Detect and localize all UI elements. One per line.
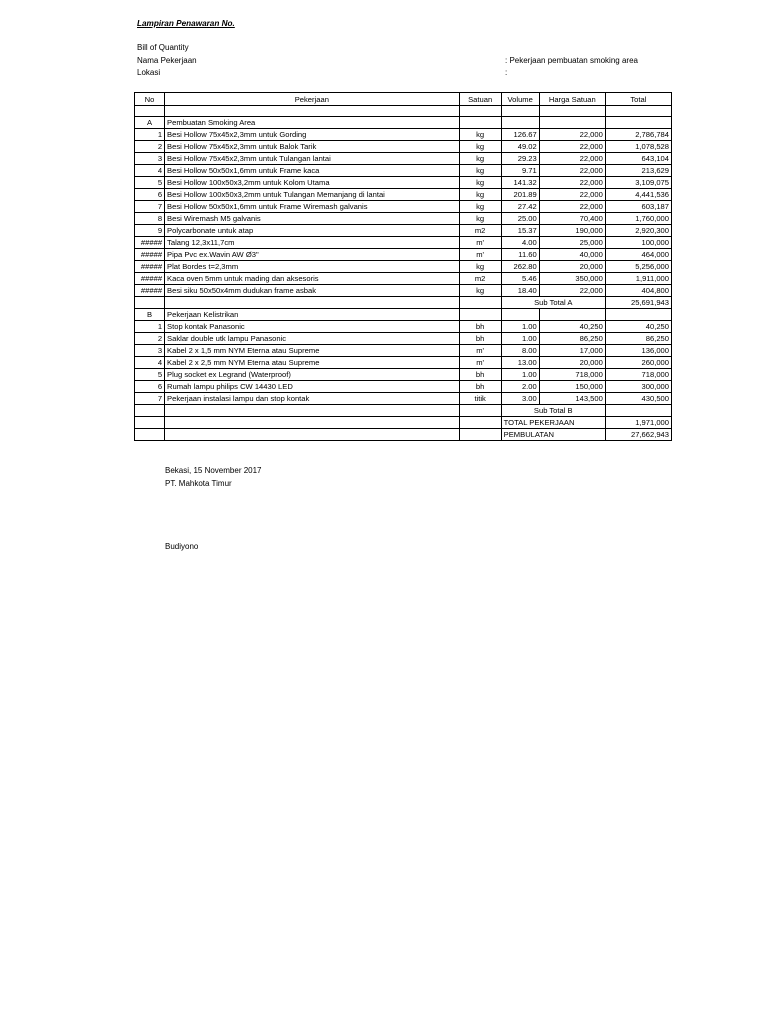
item-unit-price: 350,000 bbox=[539, 273, 605, 285]
item-total: 300,000 bbox=[605, 381, 671, 393]
item-unit-price: 17,000 bbox=[539, 345, 605, 357]
col-header-satuan: Satuan bbox=[459, 93, 501, 106]
item-description: Talang 12,3x11,7cm bbox=[165, 237, 460, 249]
table-row bbox=[135, 345, 672, 357]
item-total: 643,104 bbox=[605, 153, 671, 165]
item-unit: kg bbox=[459, 189, 501, 201]
table-row bbox=[135, 333, 672, 345]
table-row bbox=[135, 189, 672, 201]
bill-of-quantity-label: Bill of Quantity bbox=[137, 43, 189, 52]
item-unit: m' bbox=[459, 237, 501, 249]
item-no: ##### bbox=[135, 285, 165, 297]
item-volume: 29.23 bbox=[501, 153, 539, 165]
item-volume: 18.40 bbox=[501, 285, 539, 297]
section-title: Pekerjaan Kelistrikan bbox=[165, 309, 460, 321]
item-unit-price: 718,000 bbox=[539, 369, 605, 381]
item-unit: bh bbox=[459, 381, 501, 393]
item-no: 1 bbox=[135, 129, 165, 141]
item-description: Saklar double utk lampu Panasonic bbox=[165, 333, 460, 345]
item-total: 404,800 bbox=[605, 285, 671, 297]
item-unit: m' bbox=[459, 249, 501, 261]
section-b-row bbox=[135, 309, 672, 321]
item-total: 2,786,784 bbox=[605, 129, 671, 141]
item-volume: 4.00 bbox=[501, 237, 539, 249]
item-total: 2,920,300 bbox=[605, 225, 671, 237]
empty-cell bbox=[501, 309, 539, 321]
item-no: 5 bbox=[135, 369, 165, 381]
table-row bbox=[135, 177, 672, 189]
table-row bbox=[135, 273, 672, 285]
item-no: 3 bbox=[135, 153, 165, 165]
item-unit-price: 150,000 bbox=[539, 381, 605, 393]
item-no: 1 bbox=[135, 321, 165, 333]
item-volume: 126.67 bbox=[501, 129, 539, 141]
item-total: 260,000 bbox=[605, 357, 671, 369]
section-a-row bbox=[135, 117, 672, 129]
table-header-row bbox=[135, 93, 672, 106]
table-body bbox=[135, 106, 672, 441]
lokasi-label: Lokasi bbox=[137, 68, 161, 77]
item-total: 5,256,000 bbox=[605, 261, 671, 273]
item-no: 6 bbox=[135, 189, 165, 201]
item-volume: 262.80 bbox=[501, 261, 539, 273]
item-unit-price: 25,000 bbox=[539, 237, 605, 249]
item-unit-price: 22,000 bbox=[539, 141, 605, 153]
table-row bbox=[135, 321, 672, 333]
item-unit: kg bbox=[459, 261, 501, 273]
item-description: Pipa Pvc ex.Wavin AW Ø3" bbox=[165, 249, 460, 261]
table-row bbox=[135, 285, 672, 297]
section-title: Pembuatan Smoking Area bbox=[165, 117, 460, 129]
subtotal-a-row-value: 25,691,943 bbox=[605, 297, 671, 309]
subtotal-b-row-label: Sub Total B bbox=[501, 405, 605, 417]
table-row bbox=[135, 261, 672, 273]
empty-cell bbox=[135, 405, 165, 417]
item-unit-price: 22,000 bbox=[539, 201, 605, 213]
item-unit-price: 190,000 bbox=[539, 225, 605, 237]
empty-cell bbox=[135, 417, 165, 429]
item-unit: m' bbox=[459, 357, 501, 369]
table-row bbox=[135, 165, 672, 177]
item-description: Besi Hollow 100x50x3,2mm untuk Tulangan Memanjang di lantai bbox=[165, 189, 460, 201]
table-row bbox=[135, 369, 672, 381]
total-row-value: 1,971,000 bbox=[605, 417, 671, 429]
subtotal-a-row bbox=[135, 297, 672, 309]
signer-name: Budiyono bbox=[165, 542, 199, 551]
item-total: 1,760,000 bbox=[605, 213, 671, 225]
item-description: Besi Wiremash M5 galvanis bbox=[165, 213, 460, 225]
table-row bbox=[135, 393, 672, 405]
item-description: Besi Hollow 50x50x1,6mm untuk Frame Wiremash galvanis bbox=[165, 201, 460, 213]
empty-cell bbox=[459, 429, 501, 441]
item-no: ##### bbox=[135, 249, 165, 261]
item-volume: 141.32 bbox=[501, 177, 539, 189]
item-unit: titik bbox=[459, 393, 501, 405]
rounding-row-label: PEMBULATAN bbox=[501, 429, 605, 441]
total-row-label: TOTAL PEKERJAAN bbox=[501, 417, 605, 429]
item-description: Kaca oven 5mm untuk mading dan aksesoris bbox=[165, 273, 460, 285]
item-unit-price: 40,000 bbox=[539, 249, 605, 261]
item-total: 4,441,536 bbox=[605, 189, 671, 201]
item-volume: 9.71 bbox=[501, 165, 539, 177]
section-code: A bbox=[135, 117, 165, 129]
rounding-row bbox=[135, 429, 672, 441]
item-description: Pekerjaan instalasi lampu dan stop kontak bbox=[165, 393, 460, 405]
item-unit-price: 70,400 bbox=[539, 213, 605, 225]
item-no: 4 bbox=[135, 357, 165, 369]
subtotal-a-row-label: Sub Total A bbox=[501, 297, 605, 309]
company-name: PT. Mahkota Timur bbox=[165, 479, 232, 488]
col-header-no: No bbox=[135, 93, 165, 106]
item-total: 1,911,000 bbox=[605, 273, 671, 285]
bill-of-quantity-table bbox=[134, 92, 672, 441]
item-total: 86,250 bbox=[605, 333, 671, 345]
item-description: Plat Bordes t=2,3mm bbox=[165, 261, 460, 273]
item-volume: 2.00 bbox=[501, 381, 539, 393]
item-volume: 8.00 bbox=[501, 345, 539, 357]
nama-pekerjaan-label: Nama Pekerjaan bbox=[137, 56, 197, 65]
col-header-volume: Volume bbox=[501, 93, 539, 106]
item-no: 4 bbox=[135, 165, 165, 177]
item-description: Stop kontak Panasonic bbox=[165, 321, 460, 333]
item-unit-price: 22,000 bbox=[539, 165, 605, 177]
item-no: ##### bbox=[135, 237, 165, 249]
item-total: 603,187 bbox=[605, 201, 671, 213]
table-row bbox=[135, 153, 672, 165]
item-total: 40,250 bbox=[605, 321, 671, 333]
item-no: 9 bbox=[135, 225, 165, 237]
empty-cell bbox=[539, 309, 605, 321]
item-no: 2 bbox=[135, 333, 165, 345]
item-description: Besi Hollow 75x45x2,3mm untuk Tulangan lantai bbox=[165, 153, 460, 165]
item-unit-price: 22,000 bbox=[539, 285, 605, 297]
item-no: 2 bbox=[135, 141, 165, 153]
item-unit: bh bbox=[459, 333, 501, 345]
item-description: Besi Hollow 100x50x3,2mm untuk Kolom Utama bbox=[165, 177, 460, 189]
table-row bbox=[135, 237, 672, 249]
item-no: 8 bbox=[135, 213, 165, 225]
item-unit: kg bbox=[459, 141, 501, 153]
item-volume: 11.60 bbox=[501, 249, 539, 261]
table-row bbox=[135, 129, 672, 141]
item-no: 7 bbox=[135, 201, 165, 213]
item-volume: 15.37 bbox=[501, 225, 539, 237]
item-unit: kg bbox=[459, 165, 501, 177]
table-row bbox=[135, 357, 672, 369]
item-unit: kg bbox=[459, 129, 501, 141]
item-unit: bh bbox=[459, 369, 501, 381]
item-description: Besi Hollow 75x45x2,3mm untuk Gording bbox=[165, 129, 460, 141]
item-total: 464,000 bbox=[605, 249, 671, 261]
item-total: 213,629 bbox=[605, 165, 671, 177]
item-unit-price: 86,250 bbox=[539, 333, 605, 345]
total-row bbox=[135, 417, 672, 429]
table-row bbox=[135, 201, 672, 213]
item-no: ##### bbox=[135, 273, 165, 285]
item-volume: 49.02 bbox=[501, 141, 539, 153]
empty-cell bbox=[459, 309, 501, 321]
item-volume: 5.46 bbox=[501, 273, 539, 285]
item-volume: 13.00 bbox=[501, 357, 539, 369]
item-unit: m' bbox=[459, 345, 501, 357]
empty-cell bbox=[165, 429, 460, 441]
item-description: Polycarbonate untuk atap bbox=[165, 225, 460, 237]
empty-cell bbox=[459, 417, 501, 429]
empty-cell bbox=[459, 297, 501, 309]
item-volume: 27.42 bbox=[501, 201, 539, 213]
item-unit: m2 bbox=[459, 225, 501, 237]
item-unit: kg bbox=[459, 213, 501, 225]
table-row bbox=[135, 225, 672, 237]
item-unit: kg bbox=[459, 153, 501, 165]
item-description: Plug socket ex Legrand (Waterproof) bbox=[165, 369, 460, 381]
item-unit-price: 143,500 bbox=[539, 393, 605, 405]
empty-cell bbox=[605, 309, 671, 321]
item-unit-price: 22,000 bbox=[539, 189, 605, 201]
item-unit: m2 bbox=[459, 273, 501, 285]
item-description: Besi Hollow 75x45x2,3mm untuk Balok Tarik bbox=[165, 141, 460, 153]
empty-cell bbox=[165, 297, 460, 309]
item-description: Besi Hollow 50x50x1,6mm untuk Frame kaca bbox=[165, 165, 460, 177]
item-no: ##### bbox=[135, 261, 165, 273]
document-title: Lampiran Penawaran No. bbox=[137, 19, 235, 28]
item-unit-price: 20,000 bbox=[539, 261, 605, 273]
subtotal-b-row bbox=[135, 405, 672, 417]
item-no: 5 bbox=[135, 177, 165, 189]
item-volume: 1.00 bbox=[501, 321, 539, 333]
item-volume: 25.00 bbox=[501, 213, 539, 225]
item-volume: 1.00 bbox=[501, 333, 539, 345]
item-unit-price: 40,250 bbox=[539, 321, 605, 333]
table-row bbox=[135, 141, 672, 153]
table-row bbox=[135, 249, 672, 261]
table-row bbox=[135, 381, 672, 393]
rounding-row-value: 27,662,943 bbox=[605, 429, 671, 441]
item-unit: kg bbox=[459, 177, 501, 189]
col-header-harga-satuan: Harga Satuan bbox=[539, 93, 605, 106]
item-total: 1,078,528 bbox=[605, 141, 671, 153]
item-unit-price: 22,000 bbox=[539, 153, 605, 165]
empty-cell bbox=[165, 405, 460, 417]
empty-cell bbox=[135, 297, 165, 309]
nama-pekerjaan-value: : Pekerjaan pembuatan smoking area bbox=[505, 56, 638, 65]
item-unit-price: 20,000 bbox=[539, 357, 605, 369]
item-unit: kg bbox=[459, 201, 501, 213]
place-date: Bekasi, 15 November 2017 bbox=[165, 466, 262, 475]
item-volume: 3.00 bbox=[501, 393, 539, 405]
item-unit-price: 22,000 bbox=[539, 129, 605, 141]
col-header-pekerjaan: Pekerjaan bbox=[165, 93, 460, 106]
item-volume: 201.89 bbox=[501, 189, 539, 201]
item-description: Kabel 2 x 2,5 mm NYM Eterna atau Supreme bbox=[165, 357, 460, 369]
item-no: 3 bbox=[135, 345, 165, 357]
empty-row bbox=[135, 106, 672, 117]
item-unit-price: 22,000 bbox=[539, 177, 605, 189]
col-header-total: Total bbox=[605, 93, 671, 106]
item-unit: bh bbox=[459, 321, 501, 333]
lokasi-value: : bbox=[505, 68, 508, 77]
item-total: 100,000 bbox=[605, 237, 671, 249]
empty-cell bbox=[165, 417, 460, 429]
item-volume: 1.00 bbox=[501, 369, 539, 381]
item-total: 3,109,075 bbox=[605, 177, 671, 189]
item-no: 6 bbox=[135, 381, 165, 393]
item-description: Kabel 2 x 1,5 mm NYM Eterna atau Supreme bbox=[165, 345, 460, 357]
empty-cell bbox=[135, 429, 165, 441]
subtotal-b-row-value bbox=[605, 405, 671, 417]
item-total: 136,000 bbox=[605, 345, 671, 357]
item-description: Besi siku 50x50x4mm dudukan frame asbak bbox=[165, 285, 460, 297]
item-no: 7 bbox=[135, 393, 165, 405]
item-total: 430,500 bbox=[605, 393, 671, 405]
table-row bbox=[135, 213, 672, 225]
item-total: 718,000 bbox=[605, 369, 671, 381]
section-code: B bbox=[135, 309, 165, 321]
item-unit: kg bbox=[459, 285, 501, 297]
item-description: Rumah lampu philips CW 14430 LED bbox=[165, 381, 460, 393]
empty-cell bbox=[459, 405, 501, 417]
